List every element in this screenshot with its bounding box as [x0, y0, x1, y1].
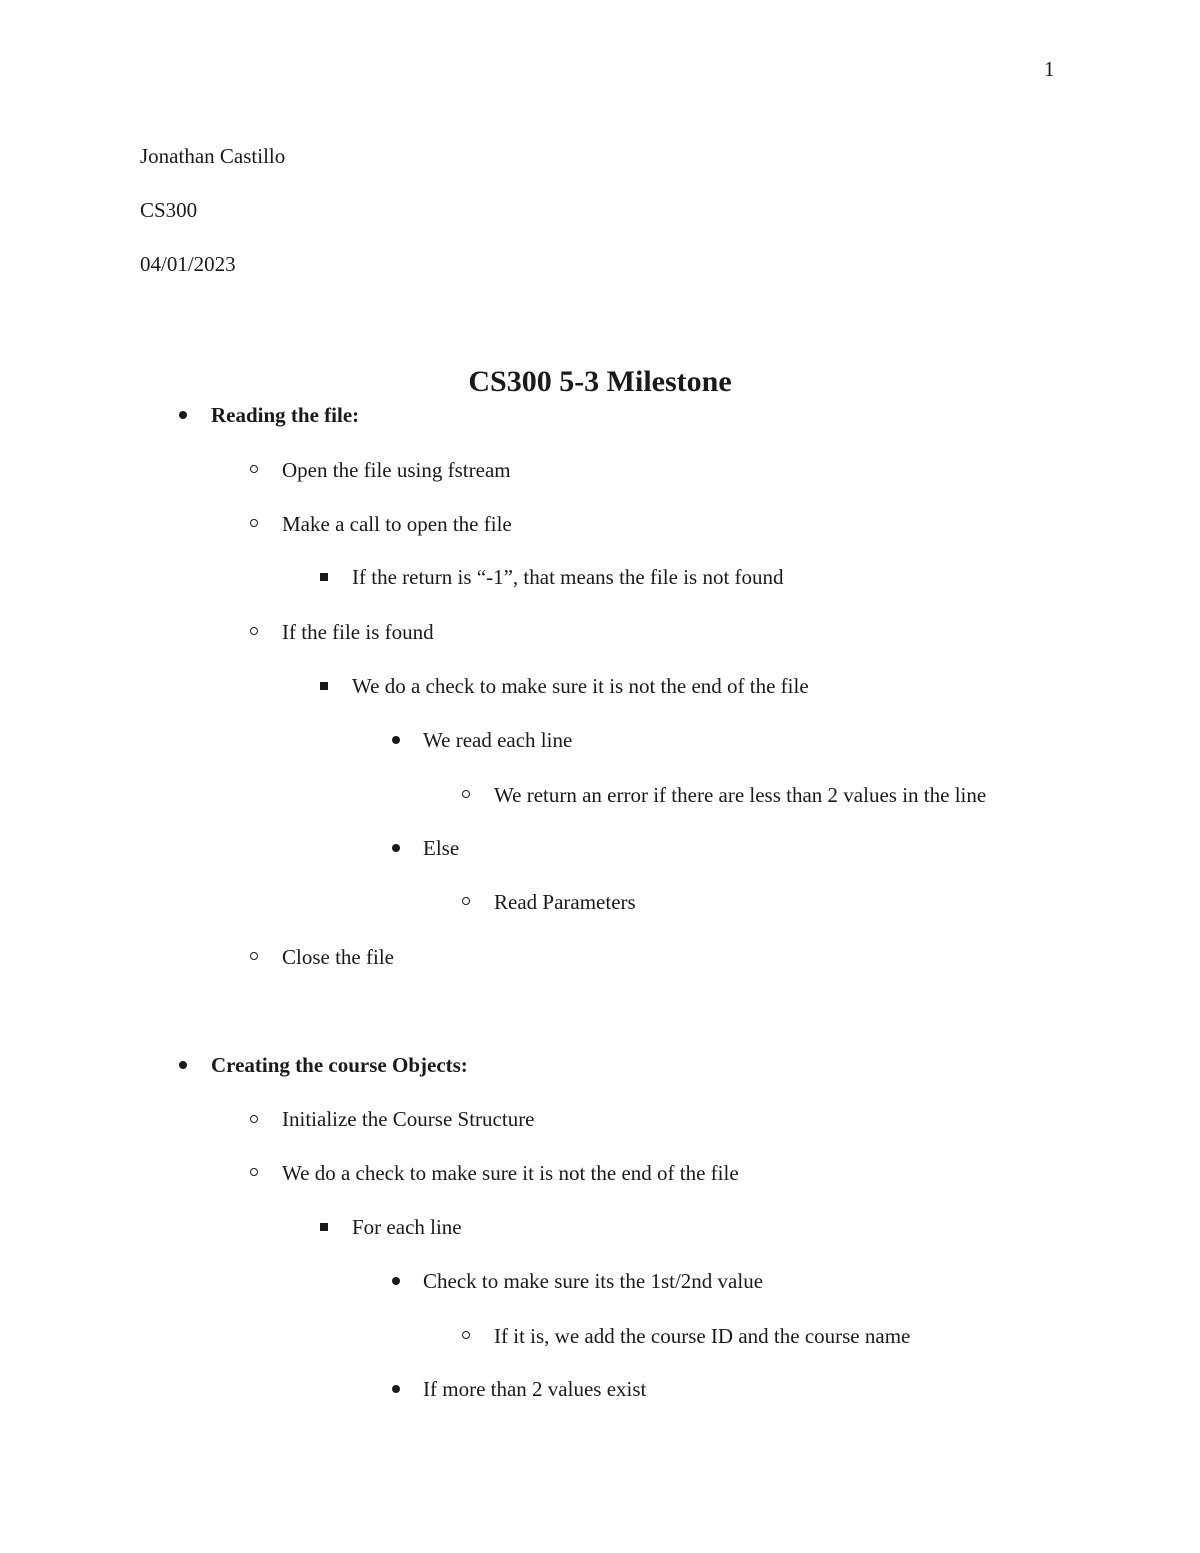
level4-bullet-icon [392, 736, 400, 744]
level1-bullet-icon [179, 411, 187, 419]
level5-bullet-icon [462, 1331, 470, 1339]
level4-bullet-icon [392, 1277, 400, 1285]
level2-bullet-icon [250, 952, 258, 960]
author-name: Jonathan Castillo [140, 144, 286, 168]
level5-bullet-icon [462, 897, 470, 905]
level2-bullet-icon [250, 627, 258, 635]
list-item: If the file is found [282, 620, 434, 644]
list-item: Read Parameters [494, 890, 636, 914]
list-item: For each line [352, 1215, 462, 1239]
level4-bullet-icon [392, 844, 400, 852]
level1-bullet-icon [179, 1061, 187, 1069]
document-date: 04/01/2023 [140, 252, 236, 276]
list-item: If the return is “-1”, that means the file is not found [352, 565, 784, 589]
list-item: Make a call to open the file [282, 512, 512, 536]
list-item: We do a check to make sure it is not the end of the file [282, 1161, 739, 1185]
list-item: If more than 2 values exist [423, 1377, 647, 1401]
level5-bullet-icon [462, 790, 470, 798]
list-item: Open the file using fstream [282, 458, 511, 482]
list-item: If it is, we add the course ID and the course name [494, 1324, 911, 1348]
list-item: We do a check to make sure it is not the end of the file [352, 674, 809, 698]
level3-bullet-icon [320, 1223, 328, 1231]
list-item: Check to make sure its the 1st/2nd value [423, 1269, 764, 1293]
list-item: Close the file [282, 945, 394, 969]
section-heading-creating: Creating the course Objects: [211, 1053, 468, 1077]
list-item: Else [423, 836, 460, 860]
level3-bullet-icon [320, 682, 328, 690]
page-title: CS300 5-3 Milestone [468, 365, 732, 398]
course-code: CS300 [140, 198, 198, 222]
list-item: Initialize the Course Structure [282, 1107, 535, 1131]
section-heading-reading: Reading the file: [211, 403, 360, 427]
level2-bullet-icon [250, 465, 258, 473]
list-item: We return an error if there are less than 2 values in the line [494, 783, 987, 807]
level3-bullet-icon [320, 573, 328, 581]
level2-bullet-icon [250, 519, 258, 527]
page-number: 1 [1044, 57, 1055, 81]
level2-bullet-icon [250, 1115, 258, 1123]
list-item: We read each line [423, 728, 573, 752]
level4-bullet-icon [392, 1385, 400, 1393]
level2-bullet-icon [250, 1168, 258, 1176]
